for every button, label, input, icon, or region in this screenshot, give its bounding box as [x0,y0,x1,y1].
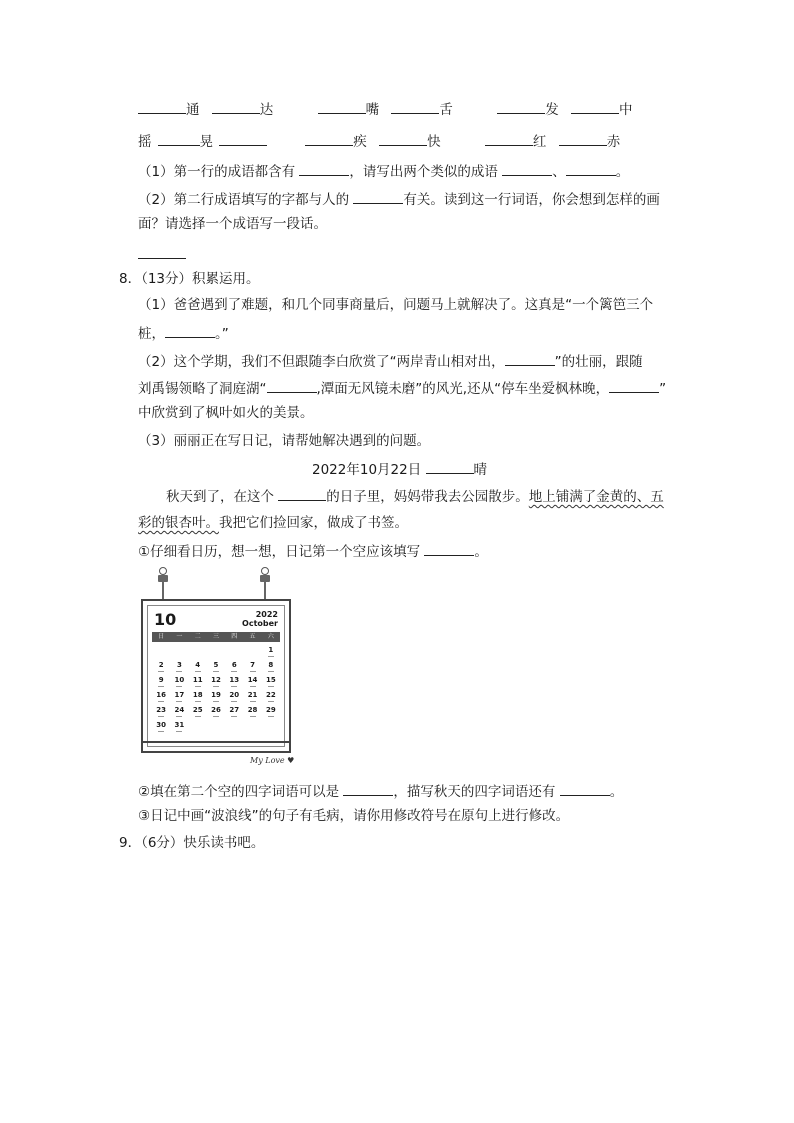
blank[interactable] [485,131,533,146]
calendar-hanger [260,567,270,601]
blank[interactable] [502,161,552,176]
calendar-year [242,610,278,628]
question-text: 。 [615,164,630,180]
blank[interactable] [609,378,659,393]
calendar-day: 6 [225,661,243,676]
blank[interactable] [305,131,353,146]
blank[interactable] [571,99,619,114]
question-text: 。” [215,326,229,342]
calendar-day: 3 [170,661,188,676]
question-text: ①仔细看日历，想一想，日记第一个空应该填写 [138,544,421,560]
blank[interactable] [560,781,610,796]
q7-sub1 [138,161,629,181]
question-text: 有关。读到这一行词语，你会想到怎样的画 [403,192,660,208]
calendar-weekday: 日 [158,633,165,640]
calendar-day [243,646,261,661]
idiom-char: 中 [618,102,633,118]
calendar-day: 7 [243,661,261,676]
blank[interactable] [212,99,260,114]
calendar-day: 18 [189,691,207,706]
diary-date: 2022年10月22日 [312,462,422,478]
diary-line-2 [138,514,408,532]
q8-s2-end: 中欣赏到了枫叶如火的美景。 [138,405,314,421]
calendar-day: 30 [152,721,170,736]
q8-s1-cont [138,323,229,343]
question-text: ②填在第二个空的四字词语可以是 [138,784,340,800]
blank[interactable] [566,161,616,176]
calendar-weekday: 三 [212,633,219,640]
wavy-sentence: 彩的银杏叶。 [138,515,219,531]
idiom-char: 嘴 [365,102,380,118]
idiom-char: 快 [427,134,441,150]
calendar-day: 17 [170,691,188,706]
question-text: （2）这个学期，我们不但跟随李白欣赏了“两岸青山相对出， [138,354,505,370]
calendar-frame [141,599,291,753]
idiom-char: 疾 [353,134,367,150]
calendar-day: 25 [189,706,207,721]
calendar-days-grid [152,646,280,736]
idiom-char: 赤 [606,134,621,150]
q8-s2 [138,351,643,371]
idiom-char: 达 [259,102,274,118]
blank[interactable] [318,99,366,114]
diary-text: 我把它们捡回家，做成了书签。 [219,515,408,531]
calendar-day: 20 [225,691,243,706]
calendar-day: 11 [189,676,207,691]
calendar-day: 19 [207,691,225,706]
q8-title: 8．（13分）积累运用。 [119,271,260,287]
calendar-day: 31 [170,721,188,736]
calendar-day: 26 [207,706,225,721]
blank[interactable] [299,161,349,176]
calendar-weekday-header [152,632,280,642]
question-text: （2）第二行成语填写的字都与人的 [138,192,350,208]
calendar-hanger [158,567,168,601]
q8-c1 [138,541,488,561]
calendar-day: 12 [207,676,225,691]
calendar-base [143,741,289,751]
calendar-month-name: October [242,619,278,628]
idiom-char: 摇 [138,134,152,150]
blank[interactable] [278,486,326,501]
blank[interactable] [165,323,215,338]
question-text: ,潭面无风镜未磨”的风光,还从“停车坐爱枫林晚， [316,381,610,397]
calendar-weekday: 一 [176,633,183,640]
calendar-day [207,646,225,661]
calendar-day: 27 [225,706,243,721]
q8-c2 [138,781,623,801]
diary-date-line [312,459,487,479]
blank[interactable] [426,459,474,474]
calendar-weekday: 四 [231,633,238,640]
blank[interactable] [391,99,439,114]
calendar-day: 16 [152,691,170,706]
blank[interactable] [505,351,555,366]
calendar-image [138,567,298,772]
blank[interactable] [379,131,427,146]
q8-s1: （1）爸爸遇到了难题，和几个同事商量后，问题马上就解决了。这真是“一个篱笆三个 [138,297,654,313]
calendar-weekday: 五 [249,633,256,640]
blank[interactable] [497,99,545,114]
question-text: ” [659,381,667,397]
idiom-row-1 [138,99,632,119]
blank[interactable] [138,99,186,114]
calendar-day [152,646,170,661]
q8-c3: ③日记中画“波浪线”的句子有毛病，请你用修改符号在原句上进行修改。 [138,808,570,824]
calendar-day: 5 [207,661,225,676]
blank[interactable] [424,541,474,556]
question-text: 、 [552,164,566,180]
blank[interactable] [559,131,607,146]
calendar-day: 1 [262,646,280,661]
diary-text: 秋天到了，在这个 [166,489,274,505]
calendar-day: 10 [170,676,188,691]
calendar-day [225,646,243,661]
calendar-day: 29 [262,706,280,721]
question-text: 。 [609,784,624,800]
calendar-day [189,646,207,661]
calendar-day: 13 [225,676,243,691]
blank[interactable] [343,781,393,796]
q9-title: 9．（6分）快乐读书吧。 [119,835,265,851]
diary-line-1 [166,486,664,506]
blank[interactable] [138,244,186,259]
answer-line[interactable] [138,244,186,264]
idiom-char: 红 [532,134,547,150]
question-text: 刘禹锡领略了洞庭湖“ [138,381,267,397]
idiom-char: 舌 [439,102,453,118]
question-text: ，描写秋天的四字词语还有 [393,784,556,800]
calendar-day: 15 [262,676,280,691]
q8-s2-cont [138,378,666,398]
calendar-day: 14 [243,676,261,691]
idiom-char: 通 [186,102,200,118]
calendar-weekday: 六 [267,633,274,640]
idiom-char: 晃 [199,134,213,150]
q8-s3: （3）丽丽正在写日记，请帮她解决遇到的问题。 [138,433,431,449]
wavy-sentence: 地上铺满了金黄的、五 [528,489,664,505]
blank[interactable] [353,189,403,204]
calendar-day [170,646,188,661]
calendar-month: 10 [154,610,177,629]
calendar-day: 2 [152,661,170,676]
q7-sub2-cont: 面？请选择一个成语写一段话。 [138,216,327,232]
q7-sub2 [138,189,660,209]
calendar-weekday: 二 [194,633,201,640]
question-text: ”的壮丽，跟随 [554,354,643,370]
idiom-char: 发 [545,102,559,118]
blank[interactable] [267,378,317,393]
calendar-day: 9 [152,676,170,691]
diary-weather: 晴 [473,462,488,478]
question-text: 。 [474,544,488,560]
calendar-day: 22 [262,691,280,706]
calendar-day: 21 [243,691,261,706]
calendar-day: 24 [170,706,188,721]
diary-text: 的日子里，妈妈带我去公园散步。 [326,489,529,505]
calendar-day: 23 [152,706,170,721]
blank[interactable] [158,131,200,146]
question-text: 桩， [138,326,165,342]
calendar-day: 8 [262,661,280,676]
question-text: ，请写出两个类似的成语 [349,164,498,180]
calendar-signature: My Love ♥ [250,756,295,765]
idiom-row-2 [138,131,620,151]
calendar-day: 28 [243,706,261,721]
calendar-year-number: 2022 [255,610,278,619]
blank[interactable] [219,131,267,146]
calendar-day: 4 [189,661,207,676]
question-text: （1）第一行的成语都含有 [138,164,296,180]
